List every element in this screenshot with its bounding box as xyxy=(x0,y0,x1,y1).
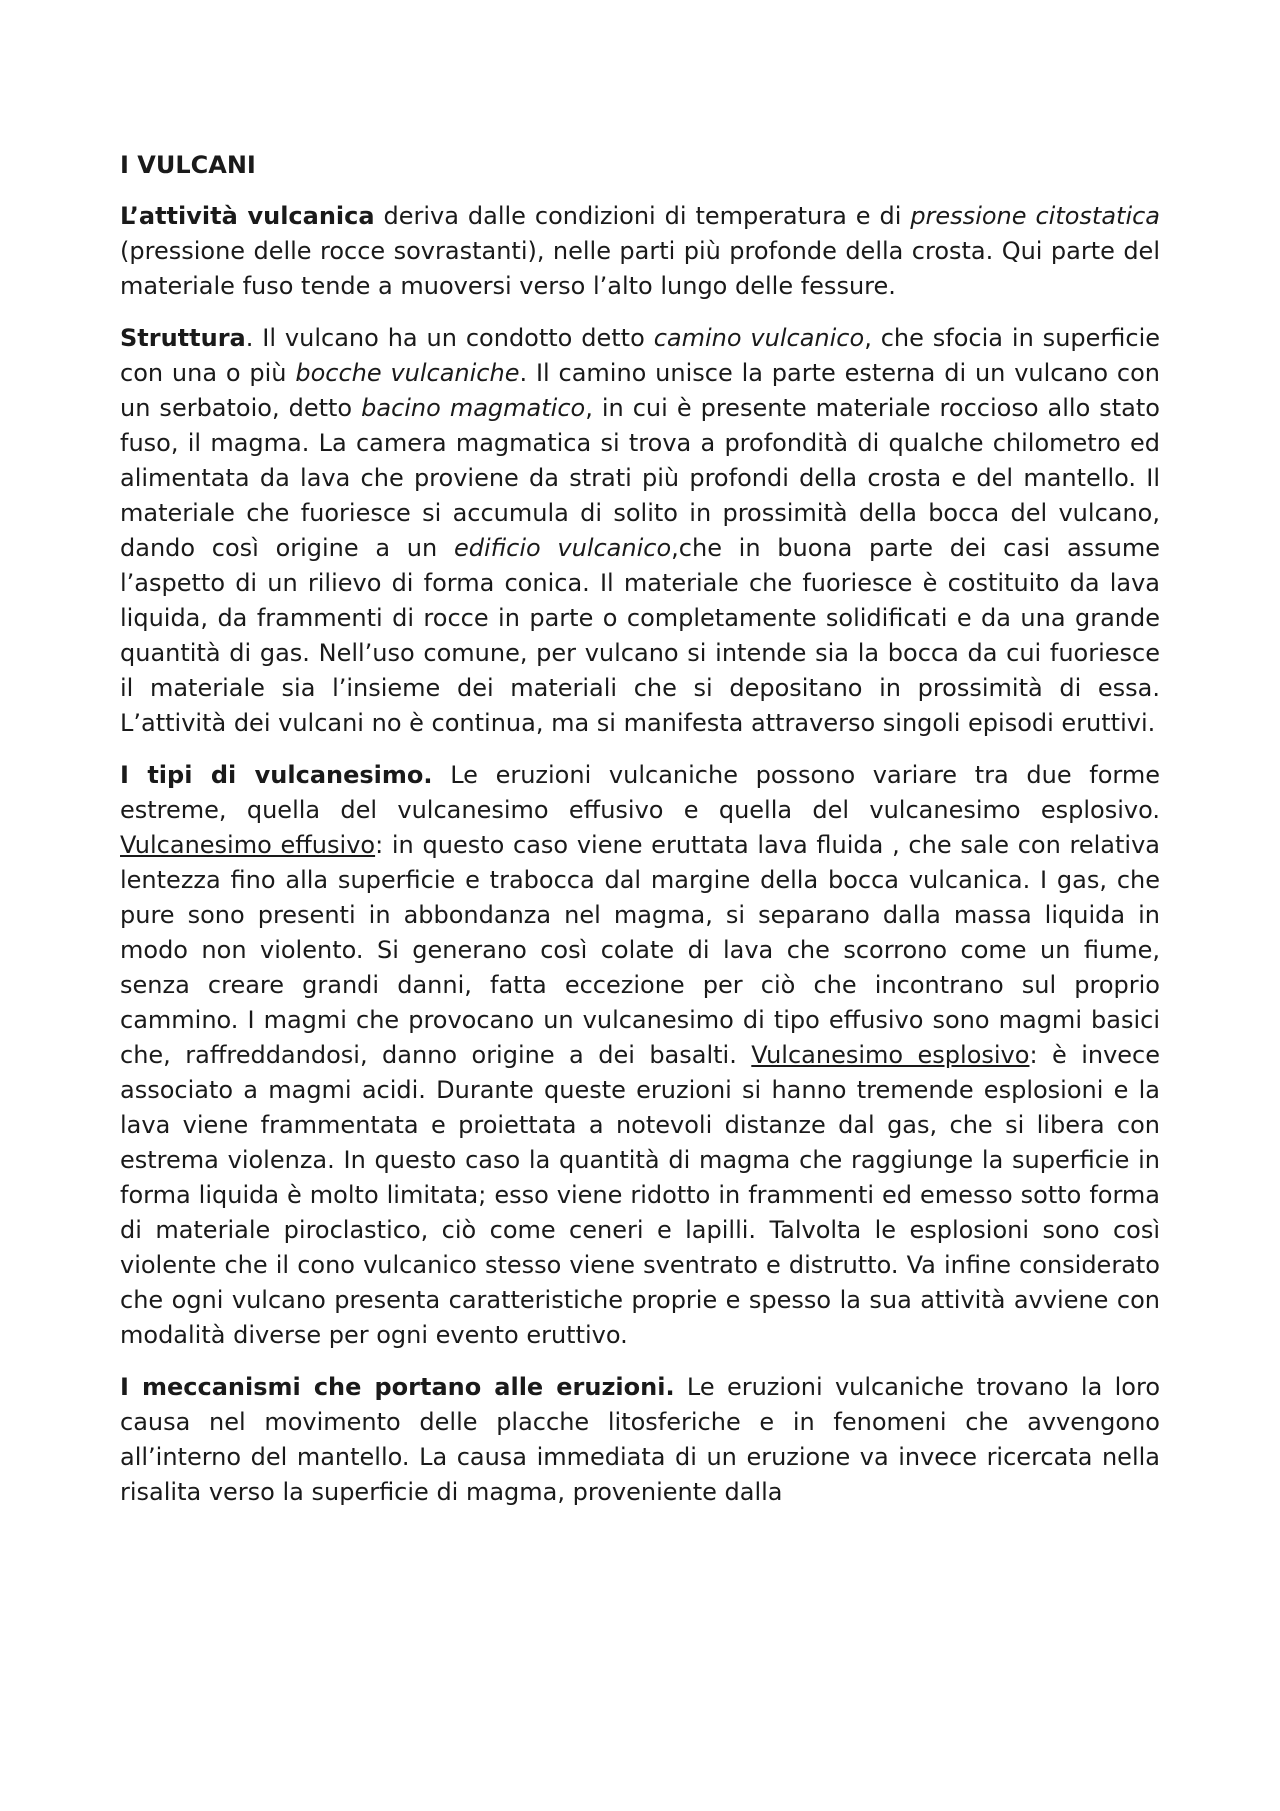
document-title: I VULCANI xyxy=(120,151,256,179)
paragraph-text: , in cui è presente materiale roccioso allo stato fuso, il magma. La camera magmatica si trova a profondità di qualche chilometro ed alimentata da lava che proviene da strati più profondi della crosta e del mantello. Il materiale che fuoriesce si accumula di solito in prossimità della bocca del vulcano, dando così origine a un xyxy=(120,394,1160,562)
paragraph-tipi-vulcanesimo xyxy=(120,758,1160,1353)
paragraph-text: , che sfocia in superficie con una o più xyxy=(120,324,1161,387)
paragraph-text: . Il vulcano ha un condotto detto xyxy=(245,324,654,352)
term-camino-vulcanico: camino vulcanico xyxy=(653,324,865,352)
paragraph-text: (pressione delle rocce sovrastanti), nelle parti più profonde della crosta. Qui parte del materiale fuso tende a muoversi verso l’alto lungo delle fessure. xyxy=(120,237,1160,300)
term-edificio-vulcanico: edificio vulcanico xyxy=(453,534,672,562)
term-bacino-magmatico: bacino magmatico xyxy=(361,394,586,422)
paragraph-text: Le eruzioni vulcaniche trovano la loro causa nel movimento delle placche litosferiche e in fenomeni che avvengono all’interno del mantello. La causa immediata di un eruzione va invece ricercata nella risalita verso la superficie di magma, proveniente dalla xyxy=(120,1373,1160,1506)
heading-struttura: Struttura xyxy=(120,324,246,352)
paragraph-text: . Il camino unisce la parte esterna di un vulcano con un serbatoio, detto xyxy=(120,359,1160,422)
heading-attivita-vulcanica: L’attività vulcanica xyxy=(120,202,375,230)
heading-meccanismi-eruzioni: I meccanismi che portano alle eruzioni. xyxy=(120,1373,675,1401)
paragraph-text: : in questo caso viene eruttata lava fluida , che sale con relativa lentezza fino alla superficie e trabocca dal margine della bocca vulcanica. I gas, che pure sono presenti in abbondanza nel magma, si separano dalla massa liquida in modo non violento. Si generano così colate di lava che scorrono come un fiume, senza creare grandi danni, fatta eccezione per ciò che incontrano sul proprio cammino. I magmi che provocano un vulcanesimo di tipo effusivo sono magmi basici che, raffreddandosi, danno origine a dei basalti. xyxy=(120,831,1160,1069)
document-page xyxy=(120,148,1160,1527)
paragraph-text: : è invece associato a magmi acidi. Durante queste eruzioni si hanno tremende esplosioni e la lava viene frammentata e proiettata a notevoli distanze dal gas, che si libera con estrema violenza. In questo caso la quantità di magma che raggiunge la superficie in forma liquida è molto limitata; esso viene ridotto in frammenti ed emesso sotto forma di materiale piroclastico, ciò come ceneri e lapilli. Talvolta le esplosioni sono così violente che il cono vulcanico stesso viene sventrato e distrutto. Va infine considerato che ogni vulcano presenta caratteristiche proprie e spesso la sua attività avviene con modalità diverse per ogni evento eruttivo. xyxy=(120,1041,1161,1349)
paragraph-attivita-vulcanica xyxy=(120,199,1160,304)
term-pressione-citostatica: pressione citostatica xyxy=(910,202,1161,230)
paragraph-text: Le eruzioni vulcaniche possono variare tra due forme estreme, quella del vulcanesimo effusivo e quella del vulcanesimo esplosivo. xyxy=(120,761,1161,824)
heading-tipi-vulcanesimo: I tipi di vulcanesimo. xyxy=(120,761,433,789)
term-bocche-vulcaniche: bocche vulcaniche xyxy=(295,359,520,387)
paragraph-struttura xyxy=(120,321,1160,741)
term-vulcanesimo-esplosivo: Vulcanesimo esplosivo xyxy=(751,1041,1030,1069)
paragraph-text: deriva dalle condizioni di temperatura e di xyxy=(374,202,911,230)
paragraph-meccanismi-eruzioni xyxy=(120,1370,1160,1510)
term-vulcanesimo-effusivo: Vulcanesimo effusivo xyxy=(120,831,376,859)
paragraph-text: ,che in buona parte dei casi assume l’aspetto di un rilievo di forma conica. Il materiale che fuoriesce è costituito da lava liquida, da frammenti di rocce in parte o completamente solidificati e da una grande quantità di gas. Nell’uso comune, per vulcano si intende sia la bocca da cui fuoriesce il materiale sia l’insieme dei materiali che si depositano in prossimità di essa. L’attività dei vulcani no è continua, ma si manifesta attraverso singoli episodi eruttivi. xyxy=(120,534,1161,737)
